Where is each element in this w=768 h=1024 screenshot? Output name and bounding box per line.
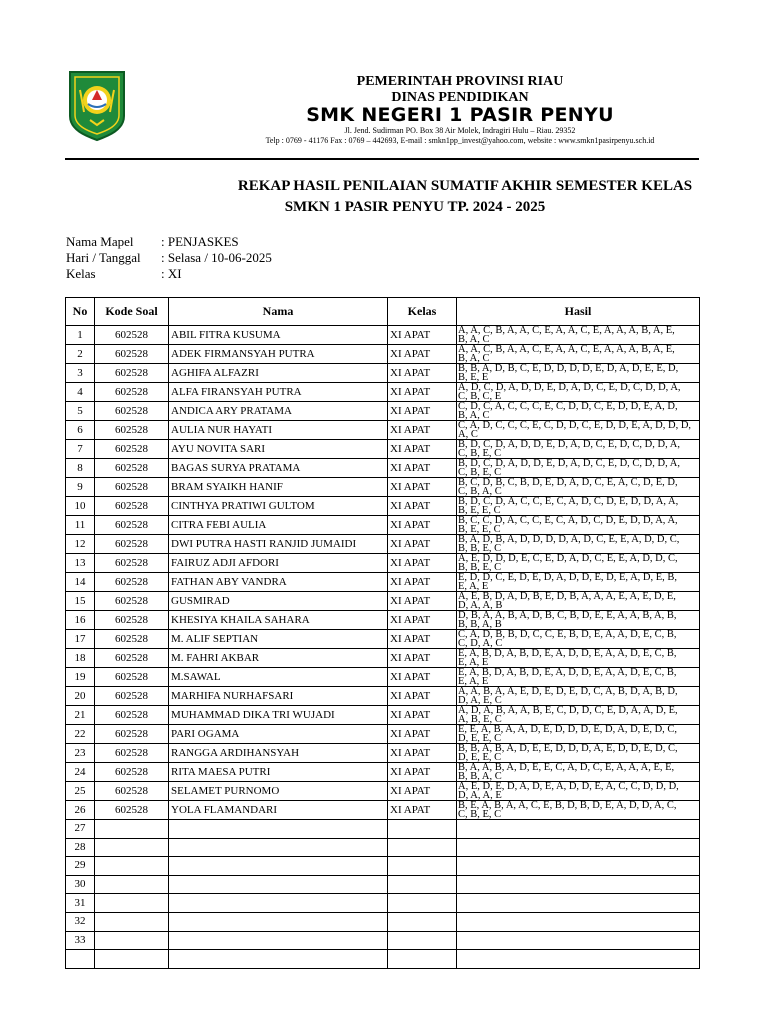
cell-kelas: XI APAT bbox=[388, 649, 457, 668]
cell-kelas: XI APAT bbox=[388, 706, 457, 725]
cell-nama: MARHIFA NURHAFSARI bbox=[169, 687, 388, 706]
cell-kode-soal: 602528 bbox=[95, 440, 169, 459]
table-row bbox=[66, 592, 700, 611]
table-row bbox=[66, 573, 700, 592]
cell-no: 31 bbox=[66, 894, 95, 913]
cell-hasil bbox=[457, 497, 700, 516]
cell-hasil bbox=[457, 554, 700, 573]
table-row bbox=[66, 706, 700, 725]
cell-kelas: XI APAT bbox=[388, 725, 457, 744]
table-row bbox=[66, 744, 700, 763]
cell-nama: RITA MAESA PUTRI bbox=[169, 763, 388, 782]
table-row bbox=[66, 801, 700, 820]
table-row bbox=[66, 894, 700, 913]
cell-kode-soal: 602528 bbox=[95, 725, 169, 744]
cell-no: 7 bbox=[66, 440, 95, 459]
cell-kode-soal: 602528 bbox=[95, 326, 169, 345]
hasil-line-1: B, A, A, B, A, D, E, E, C, A, D, C, E, A, A, A, E, E, bbox=[458, 763, 675, 772]
table-row bbox=[66, 838, 700, 857]
cell-kelas: XI APAT bbox=[388, 364, 457, 383]
col-header-nama: Nama bbox=[169, 298, 388, 326]
hasil-line-1: A, E, D, E, D, A, D, E, A, D, D, E, A, C, C, D, D, D, bbox=[458, 782, 679, 791]
hasil-line-2: B, B, A, C bbox=[458, 772, 502, 781]
cell-kelas: XI APAT bbox=[388, 402, 457, 421]
cell-kelas: XI APAT bbox=[388, 478, 457, 497]
hasil-line-1: E, A, B, D, A, B, D, E, A, D, D, E, A, A, D, E, C, B, bbox=[458, 649, 677, 658]
cell-no: 3 bbox=[66, 364, 95, 383]
report-title: REKAP HASIL PENILAIAN SUMATIF AKHIR SEMESTER KELAS bbox=[237, 178, 693, 194]
table-row bbox=[66, 516, 700, 535]
cell-kelas bbox=[388, 931, 457, 950]
cell-no: 4 bbox=[66, 383, 95, 402]
hasil-line-1: D, B, A, A, B, A, D, B, C, B, D, E, E, A, A, B, A, B, bbox=[458, 611, 677, 620]
cell-nama: BRAM SYAIKH HANIF bbox=[169, 478, 388, 497]
cell-hasil bbox=[457, 630, 700, 649]
hasil-line-2: B, A, C bbox=[458, 354, 490, 363]
hasil-line-2: B, B, A, B bbox=[458, 620, 502, 629]
cell-hasil bbox=[457, 364, 700, 383]
cell-hasil bbox=[457, 421, 700, 440]
cell-hasil bbox=[457, 931, 700, 950]
hasil-line-2: D, E, E, C bbox=[458, 734, 502, 743]
col-header-kelas: Kelas bbox=[388, 298, 457, 326]
cell-hasil bbox=[457, 875, 700, 894]
report-subtitle: SMKN 1 PASIR PENYU TP. 2024 - 2025 bbox=[284, 199, 546, 215]
cell-nama: DWI PUTRA HASTI RANJID JUMAIDI bbox=[169, 535, 388, 554]
cell-kode-soal: 602528 bbox=[95, 763, 169, 782]
header-department: DINAS PENDIDIKAN bbox=[391, 90, 529, 105]
cell-no: 8 bbox=[66, 459, 95, 478]
cell-kelas: XI APAT bbox=[388, 782, 457, 801]
cell-nama bbox=[169, 820, 388, 839]
header-contact: Telp : 0769 - 41176 Fax : 0769 – 442693, E-mail : smkn1pp_invest@yahoo.com, website : www.smkn1pasirpenyu.sch.id bbox=[265, 136, 655, 145]
hasil-line-2: B, A, C bbox=[458, 411, 490, 420]
hasil-line-1: E, A, B, D, A, B, D, E, A, D, D, E, A, A, D, E, C, B, bbox=[458, 668, 677, 677]
cell-hasil bbox=[457, 820, 700, 839]
cell-kelas: XI APAT bbox=[388, 421, 457, 440]
cell-hasil bbox=[457, 326, 700, 345]
table-row bbox=[66, 364, 700, 383]
hasil-line-1: B, E, A, B, A, A, C, E, B, D, B, D, E, A, D, D, A, C, bbox=[458, 801, 677, 810]
cell-kelas: XI APAT bbox=[388, 383, 457, 402]
cell-kelas bbox=[388, 894, 457, 913]
cell-no: 6 bbox=[66, 421, 95, 440]
cell-kode-soal: 602528 bbox=[95, 535, 169, 554]
table-row bbox=[66, 725, 700, 744]
cell-no: 5 bbox=[66, 402, 95, 421]
meta-kelas-label: Kelas bbox=[66, 266, 96, 281]
cell-kode-soal: 602528 bbox=[95, 364, 169, 383]
hasil-line-1: C, A, D, C, C, C, E, C, D, D, C, E, D, D, E, A, D, D, D, bbox=[458, 421, 692, 430]
table-row bbox=[66, 345, 700, 364]
table-row bbox=[66, 931, 700, 950]
hasil-line-1: B, D, C, D, A, D, D, E, D, A, D, C, E, D, C, D, D, A, bbox=[458, 459, 680, 468]
cell-no: 13 bbox=[66, 554, 95, 573]
cell-kode-soal: 602528 bbox=[95, 744, 169, 763]
cell-nama: CITRA FEBI AULIA bbox=[169, 516, 388, 535]
hasil-line-1: B, B, A, B, A, D, E, E, D, D, D, A, E, D, D, E, D, C, bbox=[458, 744, 678, 753]
cell-no: 33 bbox=[66, 931, 95, 950]
cell-hasil bbox=[457, 744, 700, 763]
cell-kode-soal: 602528 bbox=[95, 478, 169, 497]
cell-nama: BAGAS SURYA PRATAMA bbox=[169, 459, 388, 478]
cell-no: 16 bbox=[66, 611, 95, 630]
cell-kelas: XI APAT bbox=[388, 744, 457, 763]
table-row bbox=[66, 421, 700, 440]
cell-hasil bbox=[457, 782, 700, 801]
cell-no: 17 bbox=[66, 630, 95, 649]
cell-nama: CINTHYA PRATIWI GULTOM bbox=[169, 497, 388, 516]
cell-nama: AGHIFA ALFAZRI bbox=[169, 364, 388, 383]
col-header-kode: Kode Soal bbox=[95, 298, 169, 326]
cell-hasil bbox=[457, 592, 700, 611]
cell-nama: ALFA FIRANSYAH PUTRA bbox=[169, 383, 388, 402]
cell-no: 15 bbox=[66, 592, 95, 611]
cell-hasil bbox=[457, 535, 700, 554]
cell-kelas: XI APAT bbox=[388, 326, 457, 345]
cell-hasil bbox=[457, 950, 700, 969]
hasil-line-2: C, D, A, C bbox=[458, 639, 503, 648]
cell-hasil bbox=[457, 611, 700, 630]
meta-kelas bbox=[66, 266, 182, 282]
hasil-line-2: C, B, E, C bbox=[458, 449, 502, 458]
cell-no: 18 bbox=[66, 649, 95, 668]
cell-kode-soal: 602528 bbox=[95, 554, 169, 573]
hasil-line-1: B, C, C, D, A, C, C, E, C, A, D, C, D, E, D, D, A, A, bbox=[458, 516, 678, 525]
hasil-line-1: C, D, C, A, C, C, C, E, C, D, D, C, E, D, D, E, A, D, bbox=[458, 402, 678, 411]
cell-nama: PARI OGAMA bbox=[169, 725, 388, 744]
cell-no: 32 bbox=[66, 912, 95, 931]
cell-hasil bbox=[457, 857, 700, 876]
cell-nama: KHESIYA KHAILA SAHARA bbox=[169, 611, 388, 630]
cell-no: 24 bbox=[66, 763, 95, 782]
hasil-line-1: E, E, A, B, A, A, D, E, D, D, D, E, D, A, D, E, D, C, bbox=[458, 725, 678, 734]
cell-hasil bbox=[457, 459, 700, 478]
cell-hasil bbox=[457, 763, 700, 782]
hasil-line-2: C, B, C, E bbox=[458, 392, 502, 401]
hasil-line-1: B, C, D, B, C, B, D, E, D, A, D, C, E, A, C, D, E, D, bbox=[458, 478, 678, 487]
cell-nama: FATHAN ABY VANDRA bbox=[169, 573, 388, 592]
hasil-line-2: B, E, E bbox=[458, 373, 489, 382]
cell-hasil bbox=[457, 706, 700, 725]
cell-kode-soal: 602528 bbox=[95, 611, 169, 630]
cell-no: 14 bbox=[66, 573, 95, 592]
cell-nama: GUSMIRAD bbox=[169, 592, 388, 611]
cell-kode-soal: 602528 bbox=[95, 573, 169, 592]
cell-kelas: XI APAT bbox=[388, 668, 457, 687]
table-row bbox=[66, 763, 700, 782]
cell-hasil bbox=[457, 345, 700, 364]
cell-no: 2 bbox=[66, 345, 95, 364]
hasil-line-2: E, A, E bbox=[458, 677, 489, 686]
table-row bbox=[66, 668, 700, 687]
cell-nama: YOLA FLAMANDARI bbox=[169, 801, 388, 820]
cell-kelas bbox=[388, 875, 457, 894]
cell-no: 9 bbox=[66, 478, 95, 497]
cell-kelas: XI APAT bbox=[388, 592, 457, 611]
cell-hasil bbox=[457, 687, 700, 706]
hasil-line-2: A, C bbox=[458, 430, 478, 439]
cell-nama bbox=[169, 950, 388, 969]
cell-kelas: XI APAT bbox=[388, 763, 457, 782]
table-row bbox=[66, 687, 700, 706]
provincial-emblem-icon bbox=[68, 70, 126, 142]
cell-nama: FAIRUZ ADJI AFDORI bbox=[169, 554, 388, 573]
cell-nama bbox=[169, 857, 388, 876]
hasil-line-2: A, B, E, C bbox=[458, 715, 502, 724]
cell-kelas: XI APAT bbox=[388, 611, 457, 630]
cell-kelas bbox=[388, 912, 457, 931]
col-header-no: No bbox=[66, 298, 95, 326]
hasil-line-1: A, E, D, D, D, E, C, E, D, A, D, C, E, E, A, D, D, C, bbox=[458, 554, 678, 563]
cell-no: 29 bbox=[66, 857, 95, 876]
cell-hasil bbox=[457, 894, 700, 913]
cell-kelas bbox=[388, 950, 457, 969]
header-divider bbox=[65, 158, 699, 160]
header-address: Jl. Jend. Sudirman PO. Box 38 Air Molek, Indragiri Hulu – Riau. 29352 bbox=[344, 126, 576, 135]
cell-kelas: XI APAT bbox=[388, 440, 457, 459]
cell-no: 25 bbox=[66, 782, 95, 801]
table-row bbox=[66, 326, 700, 345]
table-row bbox=[66, 383, 700, 402]
table-row bbox=[66, 782, 700, 801]
cell-hasil bbox=[457, 383, 700, 402]
cell-hasil bbox=[457, 912, 700, 931]
cell-kode-soal: 602528 bbox=[95, 516, 169, 535]
table-row bbox=[66, 459, 700, 478]
cell-nama: ADEK FIRMANSYAH PUTRA bbox=[169, 345, 388, 364]
cell-nama: M.SAWAL bbox=[169, 668, 388, 687]
cell-no: 26 bbox=[66, 801, 95, 820]
cell-nama: AULIA NUR HAYATI bbox=[169, 421, 388, 440]
cell-kode-soal bbox=[95, 950, 169, 969]
meta-kelas-value: : XI bbox=[161, 266, 182, 281]
cell-hasil bbox=[457, 725, 700, 744]
table-row bbox=[66, 535, 700, 554]
table-row bbox=[66, 950, 700, 969]
cell-kelas: XI APAT bbox=[388, 516, 457, 535]
hasil-line-1: A, A, C, B, A, A, C, E, A, A, C, E, A, A, A, B, A, E, bbox=[458, 326, 675, 335]
cell-nama: ABIL FITRA KUSUMA bbox=[169, 326, 388, 345]
meta-tanggal-label: Hari / Tanggal bbox=[66, 250, 141, 265]
cell-no: 10 bbox=[66, 497, 95, 516]
meta-tanggal bbox=[66, 250, 272, 266]
cell-kode-soal: 602528 bbox=[95, 782, 169, 801]
hasil-line-2: D, A, A, B bbox=[458, 601, 503, 610]
cell-kode-soal: 602528 bbox=[95, 497, 169, 516]
cell-kode-soal bbox=[95, 838, 169, 857]
cell-no: 11 bbox=[66, 516, 95, 535]
cell-kelas: XI APAT bbox=[388, 687, 457, 706]
col-header-hasil: Hasil bbox=[457, 298, 700, 326]
cell-kode-soal: 602528 bbox=[95, 592, 169, 611]
cell-kelas: XI APAT bbox=[388, 801, 457, 820]
cell-kode-soal: 602528 bbox=[95, 383, 169, 402]
cell-kelas: XI APAT bbox=[388, 497, 457, 516]
cell-hasil bbox=[457, 516, 700, 535]
table-row bbox=[66, 875, 700, 894]
cell-no: 27 bbox=[66, 820, 95, 839]
table-row bbox=[66, 630, 700, 649]
cell-no: 12 bbox=[66, 535, 95, 554]
hasil-line-2: D, E, E, C bbox=[458, 753, 502, 762]
hasil-line-1: B, A, D, B, A, D, D, D, D, A, D, C, E, E, A, D, D, C, bbox=[458, 535, 680, 544]
cell-nama bbox=[169, 912, 388, 931]
cell-hasil bbox=[457, 838, 700, 857]
hasil-line-2: B, B, E, C bbox=[458, 544, 502, 553]
cell-kode-soal bbox=[95, 875, 169, 894]
cell-no bbox=[66, 950, 95, 969]
table-row bbox=[66, 478, 700, 497]
cell-kelas bbox=[388, 857, 457, 876]
cell-kode-soal bbox=[95, 857, 169, 876]
hasil-line-2: B, E, E, C bbox=[458, 525, 501, 534]
hasil-line-1: A, D, A, B, A, A, B, E, C, D, D, C, E, D, A, A, D, E, bbox=[458, 706, 678, 715]
cell-kode-soal bbox=[95, 912, 169, 931]
cell-kode-soal: 602528 bbox=[95, 459, 169, 478]
cell-hasil bbox=[457, 402, 700, 421]
hasil-line-2: D, A, A, E bbox=[458, 791, 502, 800]
table-row bbox=[66, 402, 700, 421]
cell-no: 20 bbox=[66, 687, 95, 706]
meta-tanggal-value: : Selasa / 10-06-2025 bbox=[161, 250, 272, 265]
cell-kelas bbox=[388, 838, 457, 857]
cell-nama bbox=[169, 931, 388, 950]
meta-mapel-label: Nama Mapel bbox=[66, 234, 134, 249]
cell-kode-soal: 602528 bbox=[95, 402, 169, 421]
table-row bbox=[66, 440, 700, 459]
cell-nama: RANGGA ARDIHANSYAH bbox=[169, 744, 388, 763]
cell-kelas: XI APAT bbox=[388, 535, 457, 554]
cell-nama bbox=[169, 875, 388, 894]
cell-nama: AYU NOVITA SARI bbox=[169, 440, 388, 459]
cell-kode-soal: 602528 bbox=[95, 668, 169, 687]
hasil-line-1: C, A, D, B, B, D, C, C, E, B, D, E, A, A, D, E, C, B, bbox=[458, 630, 677, 639]
hasil-line-2: C, B, A, C bbox=[458, 487, 502, 496]
cell-kode-soal bbox=[95, 931, 169, 950]
cell-kelas: XI APAT bbox=[388, 554, 457, 573]
cell-hasil bbox=[457, 801, 700, 820]
table-header-row bbox=[66, 298, 700, 326]
cell-nama: M. ALIF SEPTIAN bbox=[169, 630, 388, 649]
cell-kelas: XI APAT bbox=[388, 459, 457, 478]
hasil-line-1: B, D, C, D, A, C, C, E, C, A, D, C, D, E, D, D, A, A, bbox=[458, 497, 679, 506]
meta-mapel-value: : PENJASKES bbox=[161, 234, 239, 249]
hasil-line-2: B, A, C bbox=[458, 335, 490, 344]
hasil-line-2: B, B, E, C bbox=[458, 563, 502, 572]
cell-kelas: XI APAT bbox=[388, 630, 457, 649]
hasil-line-1: A, A, C, B, A, A, C, E, A, A, C, E, A, A, A, B, A, E, bbox=[458, 345, 675, 354]
cell-kode-soal: 602528 bbox=[95, 649, 169, 668]
meta-mapel bbox=[66, 234, 239, 250]
cell-kelas: XI APAT bbox=[388, 345, 457, 364]
hasil-line-1: A, D, C, D, A, D, D, E, D, A, D, C, E, D, C, D, D, A, bbox=[458, 383, 681, 392]
hasil-line-2: E, A, E bbox=[458, 582, 489, 591]
cell-kelas: XI APAT bbox=[388, 573, 457, 592]
hasil-line-1: B, D, C, D, A, D, D, E, D, A, D, C, E, D, C, D, D, A, bbox=[458, 440, 680, 449]
cell-hasil bbox=[457, 478, 700, 497]
table-row bbox=[66, 649, 700, 668]
header-government: PEMERINTAH PROVINSI RIAU bbox=[356, 74, 564, 89]
cell-no: 19 bbox=[66, 668, 95, 687]
hasil-line-2: E, A, E bbox=[458, 658, 489, 667]
cell-kode-soal bbox=[95, 820, 169, 839]
cell-kode-soal: 602528 bbox=[95, 687, 169, 706]
cell-no: 30 bbox=[66, 875, 95, 894]
cell-no: 28 bbox=[66, 838, 95, 857]
cell-no: 21 bbox=[66, 706, 95, 725]
table-row bbox=[66, 857, 700, 876]
cell-kode-soal: 602528 bbox=[95, 421, 169, 440]
table-row bbox=[66, 611, 700, 630]
cell-kode-soal: 602528 bbox=[95, 801, 169, 820]
results-table bbox=[65, 297, 700, 969]
cell-nama bbox=[169, 894, 388, 913]
cell-kode-soal bbox=[95, 894, 169, 913]
cell-no: 22 bbox=[66, 725, 95, 744]
hasil-line-1: A, A, B, A, A, E, D, E, D, E, D, C, A, B, D, A, B, D, bbox=[458, 687, 678, 696]
hasil-line-1: B, B, A, D, B, C, E, D, D, D, D, E, D, A, D, E, E, D, bbox=[458, 364, 679, 373]
hasil-line-1: A, E, B, D, A, D, B, E, D, B, A, A, A, E, A, E, D, E, bbox=[458, 592, 676, 601]
hasil-line-2: C, B, E, C bbox=[458, 810, 502, 819]
hasil-line-2: D, A, E, C bbox=[458, 696, 502, 705]
cell-nama: SELAMET PURNOMO bbox=[169, 782, 388, 801]
cell-kode-soal: 602528 bbox=[95, 630, 169, 649]
cell-no: 23 bbox=[66, 744, 95, 763]
table-row bbox=[66, 820, 700, 839]
cell-nama: MUHAMMAD DIKA TRI WUJADI bbox=[169, 706, 388, 725]
cell-nama: ANDICA ARY PRATAMA bbox=[169, 402, 388, 421]
cell-hasil bbox=[457, 440, 700, 459]
hasil-line-2: B, E, E, C bbox=[458, 506, 501, 515]
cell-nama bbox=[169, 838, 388, 857]
table-row bbox=[66, 497, 700, 516]
cell-no: 1 bbox=[66, 326, 95, 345]
hasil-line-2: C, B, E, C bbox=[458, 468, 502, 477]
table-row bbox=[66, 554, 700, 573]
cell-kode-soal: 602528 bbox=[95, 345, 169, 364]
cell-hasil bbox=[457, 649, 700, 668]
cell-kode-soal: 602528 bbox=[95, 706, 169, 725]
cell-kelas bbox=[388, 820, 457, 839]
cell-hasil bbox=[457, 668, 700, 687]
cell-nama: M. FAHRI AKBAR bbox=[169, 649, 388, 668]
hasil-line-1: E, D, D, C, E, D, E, D, A, D, D, E, D, E, A, D, E, B, bbox=[458, 573, 678, 582]
header-school-name: SMK NEGERI 1 PASIR PENYU bbox=[306, 104, 614, 126]
table-row bbox=[66, 912, 700, 931]
cell-hasil bbox=[457, 573, 700, 592]
